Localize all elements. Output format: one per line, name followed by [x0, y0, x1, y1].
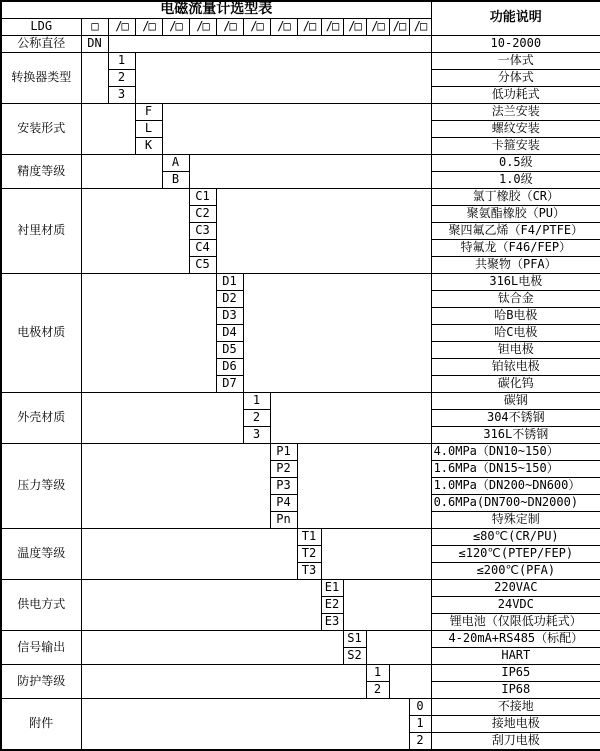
- option-desc: 分体式: [431, 70, 600, 87]
- spacer-cell: [81, 53, 108, 104]
- option-desc: 1.0级: [431, 172, 600, 189]
- group-label-converter-type: 转换器类型: [1, 53, 81, 104]
- option-code: 1: [366, 665, 389, 682]
- option-desc: 0.6MPa(DN700~DN2000): [431, 495, 600, 512]
- code-placeholder-box: /□: [343, 19, 366, 36]
- code-placeholder-box: /□: [189, 19, 216, 36]
- option-desc: 螺纹安装: [431, 121, 600, 138]
- model-code-prefix: LDG: [1, 19, 81, 36]
- option-desc: 不接地: [431, 699, 600, 716]
- option-code: S2: [343, 648, 366, 665]
- spacer-cell: [389, 665, 431, 699]
- option-code: 1: [409, 716, 431, 733]
- group-label-nominal-diameter: 公称直径: [1, 36, 81, 53]
- option-desc: 316L电极: [431, 274, 600, 291]
- spacer-cell: [108, 36, 431, 53]
- option-code: 3: [108, 87, 135, 104]
- option-code: 1: [243, 393, 270, 410]
- option-code: F: [135, 104, 162, 121]
- option-code: Pn: [270, 512, 297, 529]
- option-desc: 304不锈钢: [431, 410, 600, 427]
- option-code: P4: [270, 495, 297, 512]
- group-label-signal-output: 信号输出: [1, 631, 81, 665]
- spacer-cell: [81, 529, 297, 580]
- option-code: S1: [343, 631, 366, 648]
- option-code: E3: [321, 614, 343, 631]
- spacer-cell: [81, 155, 162, 189]
- spacer-cell: [81, 189, 189, 274]
- option-desc: 共聚物（PFA）: [431, 257, 600, 274]
- option-code: D5: [216, 342, 243, 359]
- option-code: C4: [189, 240, 216, 257]
- code-placeholder-box: /□: [162, 19, 189, 36]
- option-desc: 316L不锈钢: [431, 427, 600, 444]
- option-desc: 特氟龙（F46/FEP）: [431, 240, 600, 257]
- spacer-cell: [135, 53, 431, 104]
- option-desc: 刮刀电极: [431, 733, 600, 751]
- option-desc: 法兰安装: [431, 104, 600, 121]
- option-code: P2: [270, 461, 297, 478]
- option-desc: ≤200℃(PFA): [431, 563, 600, 580]
- spacer-cell: [366, 631, 431, 665]
- code-placeholder-box: □: [81, 19, 108, 36]
- table-title: 电磁流量计选型表: [1, 1, 431, 19]
- option-code: C5: [189, 257, 216, 274]
- group-label-lining-material: 衬里材质: [1, 189, 81, 274]
- group-label-temperature-rating: 温度等级: [1, 529, 81, 580]
- option-code: P1: [270, 444, 297, 461]
- option-code: 3: [243, 427, 270, 444]
- option-desc: ≤80℃(CR/PU): [431, 529, 600, 546]
- option-desc: 哈B电极: [431, 308, 600, 325]
- code-placeholder-box: /□: [108, 19, 135, 36]
- option-code: D6: [216, 359, 243, 376]
- option-desc: 0.5级: [431, 155, 600, 172]
- code-placeholder-box: /□: [297, 19, 321, 36]
- code-placeholder-box: /□: [270, 19, 297, 36]
- option-desc: 24VDC: [431, 597, 600, 614]
- option-code: 0: [409, 699, 431, 716]
- spacer-cell: [81, 274, 216, 393]
- option-desc: HART: [431, 648, 600, 665]
- code-placeholder-box: /□: [389, 19, 409, 36]
- spacer-cell: [81, 104, 135, 155]
- option-code: E2: [321, 597, 343, 614]
- option-desc: 氯丁橡胶（CR）: [431, 189, 600, 206]
- option-desc: IP65: [431, 665, 600, 682]
- spacer-cell: [189, 155, 431, 189]
- function-column-header: 功能说明: [431, 1, 600, 36]
- option-code: D2: [216, 291, 243, 308]
- code-placeholder-box: /□: [366, 19, 389, 36]
- option-code: T3: [297, 563, 321, 580]
- option-code: L: [135, 121, 162, 138]
- code-placeholder-box: /□: [409, 19, 431, 36]
- option-desc: 1.6MPa（DN15~150）: [431, 461, 600, 478]
- option-code: P3: [270, 478, 297, 495]
- group-label-accessories: 附件: [1, 699, 81, 751]
- option-code: 2: [409, 733, 431, 751]
- option-code: 2: [366, 682, 389, 699]
- option-code: T1: [297, 529, 321, 546]
- option-code: C1: [189, 189, 216, 206]
- option-code: 2: [243, 410, 270, 427]
- option-desc: 哈C电极: [431, 325, 600, 342]
- spacer-cell: [81, 580, 321, 631]
- spacer-cell: [243, 274, 431, 393]
- option-code: T2: [297, 546, 321, 563]
- spacer-cell: [81, 699, 409, 751]
- option-desc: 聚四氟乙烯（F4/PTFE）: [431, 223, 600, 240]
- option-code: 2: [108, 70, 135, 87]
- code-placeholder-box: /□: [321, 19, 343, 36]
- option-desc: 钽电极: [431, 342, 600, 359]
- option-desc: 4-20mA+RS485（标配）: [431, 631, 600, 648]
- option-desc: 碳钢: [431, 393, 600, 410]
- spacer-cell: [216, 189, 431, 274]
- group-label-power-supply: 供电方式: [1, 580, 81, 631]
- group-label-protection-rating: 防护等级: [1, 665, 81, 699]
- spacer-cell: [321, 529, 431, 580]
- option-desc: 接地电极: [431, 716, 600, 733]
- option-code: K: [135, 138, 162, 155]
- option-desc: 低功耗式: [431, 87, 600, 104]
- option-code: 1: [108, 53, 135, 70]
- option-desc: IP68: [431, 682, 600, 699]
- option-desc: 卡箍安装: [431, 138, 600, 155]
- option-code: D4: [216, 325, 243, 342]
- group-label-accuracy-class: 精度等级: [1, 155, 81, 189]
- option-code: D1: [216, 274, 243, 291]
- option-desc: 钛合金: [431, 291, 600, 308]
- code-placeholder-box: /□: [243, 19, 270, 36]
- option-code: B: [162, 172, 189, 189]
- option-desc: 特殊定制: [431, 512, 600, 529]
- option-desc: 1.0MPa（DN200~DN600）: [431, 478, 600, 495]
- option-code: D7: [216, 376, 243, 393]
- option-code: A: [162, 155, 189, 172]
- spacer-cell: [81, 665, 366, 699]
- option-desc: 锂电池（仅限低功耗式）: [431, 614, 600, 631]
- spacer-cell: [81, 444, 270, 529]
- group-label-housing-material: 外壳材质: [1, 393, 81, 444]
- spacer-cell: [81, 631, 343, 665]
- option-code: DN: [81, 36, 108, 53]
- group-label-pressure-rating: 压力等级: [1, 444, 81, 529]
- option-code: C2: [189, 206, 216, 223]
- group-label-electrode-material: 电极材质: [1, 274, 81, 393]
- option-desc: ≤120℃(PTEP/FEP): [431, 546, 600, 563]
- spacer-cell: [343, 580, 431, 631]
- option-code: C3: [189, 223, 216, 240]
- option-desc: 聚氨酯橡胶（PU）: [431, 206, 600, 223]
- group-label-installation-type: 安装形式: [1, 104, 81, 155]
- spacer-cell: [162, 104, 431, 155]
- option-desc: 铂铱电极: [431, 359, 600, 376]
- code-placeholder-box: /□: [216, 19, 243, 36]
- option-desc: 220VAC: [431, 580, 600, 597]
- spacer-cell: [81, 393, 243, 444]
- option-code: E1: [321, 580, 343, 597]
- option-desc: 10-2000: [431, 36, 600, 53]
- option-code: D3: [216, 308, 243, 325]
- spacer-cell: [297, 444, 431, 529]
- spacer-cell: [270, 393, 431, 444]
- option-desc: 一体式: [431, 53, 600, 70]
- code-placeholder-box: /□: [135, 19, 162, 36]
- option-desc: 4.0MPa（DN10~150）: [431, 444, 600, 461]
- option-desc: 碳化钨: [431, 376, 600, 393]
